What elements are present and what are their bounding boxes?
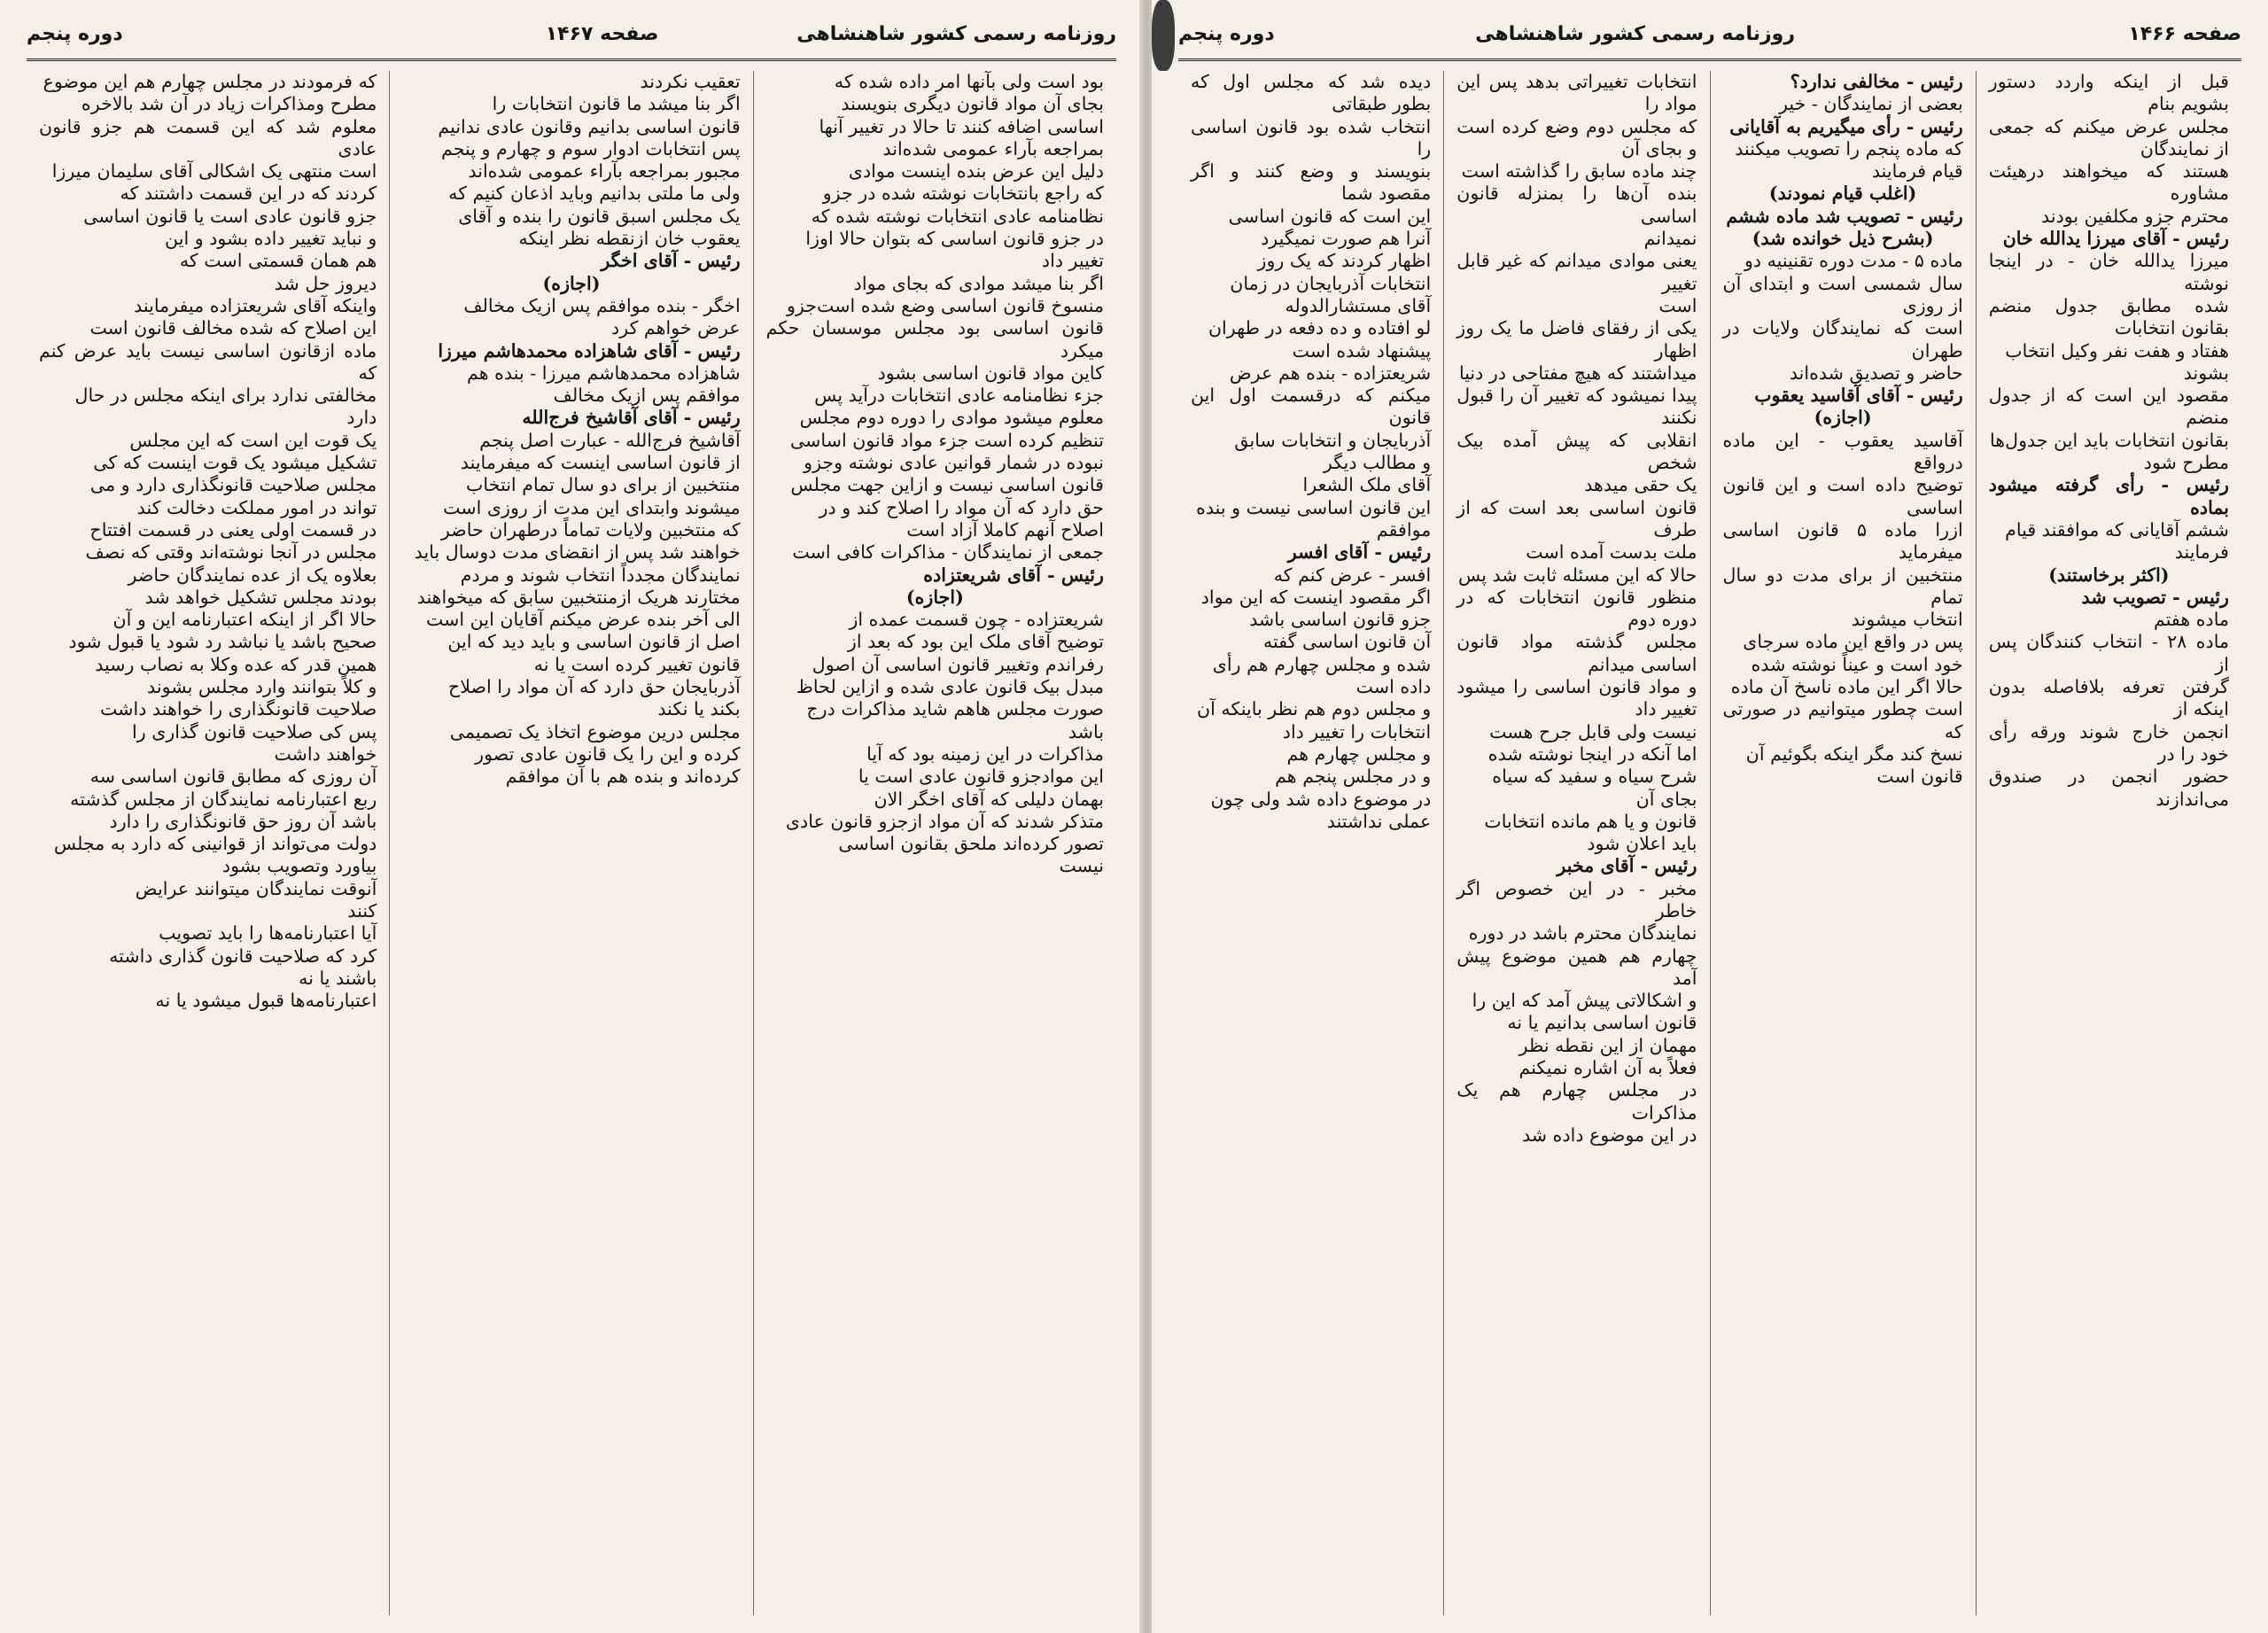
text-line: که فرمودند در مجلس چهارم هم این موضوع	[43, 71, 377, 92]
text-line: پیدا نمیشود که تغییر آن را قبول نکنند	[1456, 385, 1697, 429]
text-line: مهمان از این نقطه نظر	[1518, 1034, 1697, 1056]
text-line: رئیس - آقای شریعتزاده	[923, 564, 1104, 586]
text-line: مجلس عرض میکنم که جمعی از نمایندگان	[1988, 115, 2229, 159]
left-column-3	[27, 71, 389, 1615]
text-line: مجلس درین موضوع اتخاذ یک تصمیمی	[449, 720, 741, 743]
text-line: مجلس در آنجا نوشته‌اند وقتی که نصف	[85, 541, 377, 564]
text-line: منتخبین از برای دو سال تمام انتخاب	[466, 474, 741, 496]
text-line: متذکر شدند که آن مواد ازجزو قانون عادی	[785, 810, 1104, 832]
header-rule	[1178, 58, 2241, 61]
text-line: رئیس - آقای اخگر	[601, 250, 741, 272]
text-line: منتخبین از برای مدت دو سال تمام	[1722, 564, 1963, 608]
text-line: اما آنکه در اینجا نوشته شده	[1487, 743, 1697, 765]
text-line: گرفتن تعرفه بلافاصله بدون اینکه از	[1988, 676, 2229, 720]
text-line: کرد که صلاحیت قانون گذاری داشته	[109, 945, 377, 967]
text-line: کردند که در این قسمت داشتند که	[120, 183, 377, 205]
text-line: (اغلب قیام نمودند)	[1768, 183, 1917, 205]
text-line: صورت مجلس هاهم شاید مذاکرات درج	[806, 698, 1104, 720]
text-line: رئیس - آقای افسر	[1287, 541, 1432, 564]
text-line: شریعتزاده - بنده هم عرض	[1229, 362, 1432, 384]
text-line: بنده آن‌ها را بمنزله قانون اساسی	[1456, 183, 1697, 227]
text-line: تغییر داد	[1041, 250, 1104, 272]
left-page-newspaper-name: روزنامه رسمی کشور شاهنشاهی	[796, 23, 1116, 45]
text-line: جزو قانون عادی است یا قانون اساسی	[83, 205, 377, 227]
text-line: یک حقی میدهد	[1584, 474, 1697, 496]
text-line: حضور انجمن در صندوق می‌اندازند	[1988, 766, 2229, 810]
text-line: ملت بدست آمده است	[1526, 541, 1697, 564]
text-line: رئیس - آقای آقاشیخ فرج‌الله	[522, 407, 741, 429]
text-line: اظهار کردند که یک روز	[1257, 250, 1432, 272]
text-line: کنند	[347, 899, 377, 921]
text-line: تشکیل میشود یک قوت اینست که کی	[93, 452, 377, 474]
left-page-header	[27, 11, 1116, 64]
text-line: که مجلس دوم وضع کرده است و بجای آن	[1456, 115, 1697, 159]
right-column-4	[1178, 71, 1443, 1615]
text-line: آذربایجان حق دارد که آن مواد را اصلاح	[447, 676, 741, 698]
text-line: و مجلس چهارم هم	[1286, 743, 1432, 765]
text-line: (اجازه)	[542, 272, 601, 294]
left-column-1	[753, 71, 1116, 1615]
text-line: ماده ازقانون اساسی نیست باید عرض کنم که	[39, 339, 377, 384]
text-line: شده مطابق جدول منضم بقانون انتخابات	[1988, 294, 2229, 339]
text-line: رئیس - آقای میرزا یدالله خان	[2002, 228, 2229, 250]
text-line: قانون اساسی بود مجلس موسسان حکم میکرد	[765, 317, 1104, 362]
text-line: منظور قانون انتخابات که در دوره دوم	[1456, 586, 1697, 631]
text-line: آقای ملک الشعرا	[1302, 474, 1432, 496]
text-line: و نباید تغییر داده بشود و این	[165, 228, 377, 250]
text-line: کرده‌اند و بنده هم با آن موافقم	[505, 766, 741, 788]
text-line: تنظیم کرده است جزء مواد قانون اساسی	[790, 429, 1104, 451]
text-line: تواند در امور مملکت دخالت کند	[136, 496, 377, 518]
text-line: حالا که این مسئله ثابت شد پس	[1458, 564, 1697, 586]
text-line: آقاشیخ فرج‌الله - عبارت اصل پنجم	[479, 429, 741, 451]
text-line: بمراجعه بآراء عمومی شده‌اند	[882, 137, 1104, 159]
text-line: در جزو قانون اساسی که بتوان حالا اوزا	[805, 228, 1104, 250]
text-line: رئیس - آقای شاهزاده محمدهاشم میرزا	[438, 339, 741, 362]
text-line: نمایندگان محترم باشد در دوره	[1468, 922, 1697, 945]
text-line: مقصود این است که از جدول منضم	[1988, 385, 2229, 429]
text-line: و مجلس دوم هم نظر باینکه آن	[1197, 698, 1432, 720]
text-line: اعتبارنامه‌ها قبول میشود یا نه	[155, 990, 377, 1012]
text-line: رئیس - تصویب شد	[2081, 586, 2229, 608]
text-line: است که نمایندگان ولایات در طهران	[1722, 317, 1963, 362]
text-line: قبل از اینکه واردد دستور بشویم بنام	[1988, 71, 2229, 115]
right-page-newspaper-name: روزنامه رسمی کشور شاهنشاهی	[1475, 23, 1795, 45]
text-line: یک مجلس اسبق قانون را بنده و آقای	[458, 205, 741, 227]
text-line: پس کی صلاحیت قانون گذاری را	[132, 720, 377, 743]
text-line: است چطور میتوانیم در صورتی که	[1722, 698, 1963, 743]
text-line: مجلس گذشته مواد قانون اساسی میدانم	[1456, 631, 1697, 675]
text-line: که راجع بانتخابات نوشته شده در جزو	[822, 183, 1104, 205]
text-line: بقانون انتخابات باید این جدول‌ها	[1990, 429, 2229, 451]
text-line: کرده و این را یک قانون عادی تصور	[475, 743, 741, 765]
text-line: بیاورد وتصویب بشود	[221, 855, 377, 877]
text-line: عملی نداشتند	[1326, 810, 1432, 832]
text-line: تصور کرده‌اند ملحق بقانون اساسی	[838, 833, 1104, 855]
text-line: آنوقت نمایندگان میتوانند عرایض	[135, 877, 377, 899]
text-line: (بشرح ذیل خوانده شد)	[1751, 228, 1934, 250]
text-line: اگر بنا میشد ما قانون انتخابات را	[492, 93, 741, 115]
text-line: موافقم پس ازیک مخالف	[553, 385, 741, 407]
text-line: نظامنامه عادی انتخابات نوشته شده که	[811, 205, 1104, 227]
text-line: رفراندم وتغییر قانون اساسی آن اصول	[812, 653, 1104, 675]
text-line: خواهند شد پس از انقضای مدت دوسال باید	[414, 541, 741, 564]
text-line: دیروز حل شد	[274, 272, 377, 294]
text-line: ماده ۲۸ - انتخاب کنندگان پس از	[1988, 631, 2230, 675]
right-column-2	[1710, 71, 1976, 1615]
right-column-1	[1976, 71, 2241, 1615]
text-line: هفتاد و هفت نفر وکیل انتخاب	[2005, 339, 2229, 362]
text-line: این اصلاح که شده مخالف قانون است	[89, 317, 377, 339]
text-line: (اکثر برخاستند)	[2048, 564, 2170, 586]
ink-blot	[1152, 0, 1175, 71]
text-line: یکی از رفقای فاضل ما یک روز اظهار	[1456, 317, 1697, 362]
right-page-header	[1178, 11, 2241, 64]
text-line: پیشنهاد شده است	[1292, 339, 1432, 362]
text-line: در قسمت اولی یعنی در قسمت افتتاح	[89, 518, 377, 540]
text-line: قانون اساسی بدانیم یا نه	[1507, 1012, 1697, 1034]
text-line: مطرح ومذاکرات زیاد در آن شد بالاخره	[81, 93, 377, 115]
text-line: سال شمسی است و ابتدای آن از روزی	[1722, 272, 1963, 316]
header-rule	[27, 58, 1116, 61]
left-page-columns	[27, 71, 1116, 1615]
text-line: محترم جزو مکلفین بودند	[2041, 205, 2229, 227]
text-line: باید اعلان شود	[1587, 833, 1697, 855]
text-line: انتخابات آذربایجان در زمان	[1230, 272, 1432, 294]
text-line: رئیس - آقای مخبر	[1557, 855, 1697, 877]
text-line: این است که قانون اساسی	[1228, 205, 1432, 227]
text-line: از قانون اساسی اینست که میفرمایند	[460, 452, 741, 474]
text-line: رئیس - آقای آقاسید یعقوب	[1754, 385, 1963, 407]
text-line: که ماده پنجم را تصویب میکنند	[1735, 137, 1963, 159]
text-line: و مواد قانون اساسی را میشود تغییر داد	[1456, 676, 1697, 720]
text-line: میرزا یدالله خان - در اینجا نوشته	[1988, 250, 2229, 294]
text-line: در این موضوع داده شد	[1522, 1124, 1697, 1146]
text-line: بود است ولی بآنها امر داده شده که	[834, 71, 1104, 92]
text-line: و اشکالاتی پیش آمد که این را	[1472, 990, 1697, 1012]
text-line: مختارند هریک ازمنتخبین سابق که میخواهند	[416, 586, 741, 608]
text-line: قانون تغییر کرده است یا نه	[533, 653, 741, 675]
text-line: آقای مستشارالدوله	[1285, 294, 1432, 316]
text-line: است منتهی یک اشکالی آقای سلیمان میرزا	[51, 160, 377, 183]
text-line: آیا اعتبارنامه‌ها را باید تصویب	[159, 922, 377, 945]
left-page-term: دوره پنجم	[27, 23, 123, 45]
text-line: در موضوع داده شد ولی چون	[1210, 788, 1432, 810]
text-line: هستند که میخواهند درهیئت مشاوره	[1988, 160, 2229, 205]
text-line: نمیدانم	[1643, 228, 1697, 250]
text-line: اخگر - بنده موافقم پس ازیک مخالف	[463, 294, 741, 316]
text-line: نیست ولی قابل جرح هست	[1489, 720, 1697, 743]
text-line: همین قدر که عده وکلا به نصاب رسید	[95, 653, 377, 675]
text-line: باشد	[1068, 720, 1104, 743]
text-line: کاین مواد قانون اساسی بشود	[877, 362, 1104, 384]
text-line: ماده ۵ - مدت دوره تقنینیه دو	[1744, 250, 1963, 272]
text-line: شده و مجلس چهارم هم رأی	[1212, 653, 1432, 675]
text-line: واینکه آقای شریعتزاده میفرمایند	[134, 294, 377, 316]
text-line: بنویسند و وضع کنند و اگر مقصود شما	[1191, 160, 1432, 205]
text-line: (اجازه)	[1814, 407, 1872, 429]
text-line: قانون اساسی بدانیم وقانون عادی ندانیم	[438, 115, 741, 137]
text-line: این موادجزو قانون عادی است یا	[858, 766, 1104, 788]
text-line: دیده شد که مجلس اول که بطور طبقاتی	[1191, 71, 1432, 115]
text-line: دارد	[346, 407, 377, 429]
text-line: یعنی موادی میدانم که غیر قابل تغییر	[1456, 250, 1697, 294]
text-line: حق دارد که آن مواد را اصلاح کند و در	[819, 496, 1104, 518]
text-line: انتخابات تغییراتی بدهد پس این مواد را	[1456, 71, 1697, 115]
text-line: ششم آقایانی که موافقند قیام	[2005, 518, 2229, 540]
text-line: آن روزی که مطابق قانون اساسی سه	[89, 766, 377, 788]
text-line: نبوده در شمار قوانین عادی نوشته وجزو	[804, 452, 1104, 474]
text-line: چهارم هم همین موضوع پیش آمد	[1456, 945, 1697, 989]
text-line: و کلاً بتوانند وارد مجلس بشوند	[147, 676, 377, 698]
left-column-2	[389, 71, 752, 1615]
text-line: لو افتاده و ده دفعه در طهران	[1208, 317, 1432, 339]
text-line: جزء نظامنامه عادی انتخابات درآید پس	[814, 385, 1104, 407]
text-line: عرض خواهم کرد	[611, 317, 741, 339]
text-line: بکند یا نکند	[657, 698, 741, 720]
text-line: صلاحیت قانونگذاری را خواهند داشت	[100, 698, 377, 720]
text-line: مخبر - در این خصوص اگر خاطر	[1456, 877, 1697, 921]
text-line: شریعتزاده - چون قسمت عمده از	[849, 609, 1104, 631]
text-line: بودند مجلس تشکیل خواهد شد	[144, 586, 377, 608]
text-line: حاضر و تصدیق شده‌اند	[1789, 362, 1963, 384]
text-line: ازرا ماده ۵ قانون اساسی میفرماید	[1722, 518, 1963, 564]
text-line: الی آخر بنده عرض میکنم آقایان این است	[425, 609, 741, 631]
text-line: اصل از قانون اساسی و باید دید که این	[447, 631, 741, 653]
text-line: یک قوت این است که این مجلس	[129, 429, 377, 451]
text-line: رئیس - رأی میگیریم به آقایانی	[1729, 115, 1963, 137]
text-line: قانون و یا هم مانده انتخابات	[1484, 810, 1697, 832]
text-line: انتخاب میشوند	[1851, 609, 1963, 631]
right-page	[1152, 0, 2268, 1633]
text-line: بعضی از نمایندگان - خیر	[1779, 93, 1963, 115]
text-line: پس انتخابات ادوار سوم و چهارم و پنجم	[441, 137, 741, 159]
text-line: نسخ کند مگر اینکه بگوئیم آن	[1745, 743, 1963, 765]
right-column-3	[1443, 71, 1709, 1615]
text-line: که منتخبین ولایات تماماً درطهران حاضر	[440, 518, 741, 540]
text-line: رئیس - مخالفی ندارد؟	[1790, 71, 1963, 92]
text-line: بجای آن	[1635, 788, 1697, 810]
text-line: بجای آن مواد قانون دیگری بنویسند	[841, 93, 1104, 115]
text-line: ربع اعتبارنامه نمایندگان از مجلس گذشته	[70, 788, 377, 810]
text-line: شاهزاده محمدهاشم میرزا - بنده هم	[467, 362, 741, 384]
text-line: مخالفتی ندارد برای اینکه مجلس در حال	[74, 385, 377, 407]
text-line: آن قانون اساسی گفته	[1263, 631, 1432, 653]
text-line: فرمایند	[2174, 541, 2229, 564]
text-line: اگر مقصود اینست که این مواد	[1200, 586, 1432, 608]
text-line: منسوخ قانون اساسی وضع شده است‌جزو	[786, 294, 1104, 316]
text-line: ماده هفتم	[2153, 609, 2229, 631]
text-line: شرح سیاه و سفید که سیاه	[1492, 766, 1697, 788]
text-line: حالا اگر این ماده ناسخ آن ماده	[1730, 676, 1963, 698]
text-line: دلیل این عرض بنده اینست موادی	[848, 160, 1104, 183]
text-line: داده است	[1355, 676, 1432, 698]
text-line: رئیس - تصویب شد ماده ششم	[1726, 205, 1963, 227]
text-line: نمایندگان مجدداً انتخاب شوند و مردم	[460, 564, 741, 586]
text-line: انتخابات را تغییر داد	[1282, 720, 1432, 743]
text-line: بشوند	[2183, 362, 2229, 384]
text-line: تعقیب نکردند	[640, 71, 741, 92]
text-line: انجمن خارج شوند ورقه رأی خود را در	[1988, 720, 2229, 765]
text-line: نیست	[1059, 855, 1104, 877]
right-page-columns	[1178, 71, 2241, 1615]
text-line: آقاسید یعقوب - این ماده درواقع	[1722, 429, 1963, 474]
text-line: آنرا هم صورت نمیگیرد	[1261, 228, 1432, 250]
text-line: این قانون اساسی نیست و بنده	[1196, 496, 1432, 518]
text-line: هم همان قسمتی است که	[179, 250, 377, 272]
text-line: میداشتند که هیچ مفتاحی در دنیا	[1458, 362, 1697, 384]
left-page-number: صفحه ۱۴۶۷	[545, 23, 659, 45]
text-line: صحیح باشد یا نباشد رد شود یا قبول شود	[68, 631, 377, 653]
text-line: مجلس صلاحیت قانونگذاری دارد و می	[89, 474, 377, 496]
text-line: اگر بنا میشد موادی که بجای مواد	[853, 272, 1104, 294]
text-line: موافقم	[1376, 518, 1432, 540]
text-line: است	[1658, 294, 1697, 316]
text-line: در مجلس چهارم هم یک مذاکرات	[1456, 1079, 1697, 1124]
text-line: قیام فرمایند	[1871, 160, 1963, 183]
text-line: خواهند داشت	[274, 743, 377, 765]
text-line: بعلاوه یک از عده نمایندگان حاضر	[128, 564, 377, 586]
text-line: و در مجلس پنجم هم	[1275, 766, 1432, 788]
text-line: بهمان دلیلی که آقای اخگر الان	[874, 788, 1104, 810]
text-line: یعقوب خان ازنقطه نظر اینکه	[518, 228, 741, 250]
text-line: اصلاح آنهم کاملا آزاد است	[906, 518, 1104, 540]
text-line: آذربایجان و انتخابات سابق	[1234, 429, 1432, 451]
text-line: چند ماده سابق را گذاشته است	[1461, 160, 1697, 183]
text-line: خود است و عیناً نوشته شده	[1751, 653, 1963, 675]
text-line: میکنم که درقسمت اول این قانون	[1191, 385, 1432, 429]
text-line: مذاکرات در این زمینه بود که آیا	[866, 743, 1104, 765]
text-line: میشوند وابتدای این مدت از روزی است	[443, 496, 741, 518]
text-line: باشد آن روز حق قانونگذاری را دارد	[109, 810, 377, 832]
text-line: مجبور بمراجعه بآراء عمومی شده‌اند	[468, 160, 741, 183]
text-line: قانون اساسی بعد است که از طرف	[1456, 496, 1697, 540]
text-line: انقلابی که پیش آمده بیک شخص	[1456, 429, 1697, 474]
text-line: جزو قانون اساسی باشد	[1249, 609, 1432, 631]
text-line: معلوم میشود موادی را دوره دوم مجلس	[799, 407, 1104, 429]
text-line: و مطالب دیگر	[1323, 452, 1432, 474]
text-line: فعلاً به آن اشاره نمیکنم	[1518, 1057, 1697, 1079]
text-line: افسر - عرض کنم که	[1273, 564, 1432, 586]
text-line: توضیح داده است و این قانون اساسی	[1722, 474, 1963, 518]
right-page-number: صفحه ۱۴۶۶	[2128, 23, 2241, 45]
text-line: (اجازه)	[905, 586, 964, 608]
text-line: مبدل بیک قانون عادی شده و ازاین لحاظ	[796, 676, 1104, 698]
text-line: دولت می‌تواند از قوانینی که دارد به مجلس	[53, 833, 377, 855]
text-line: معلوم شد که این قسمت هم جزو قانون عادی	[39, 115, 377, 159]
text-line: حالا اگر از اینکه اعتبارنامه این و آن	[113, 609, 377, 631]
text-line: انتخاب شده بود قانون اساسی را	[1191, 115, 1432, 159]
text-line: قانون است	[1876, 766, 1963, 788]
text-line: پس در واقع این ماده سرجای	[1743, 631, 1963, 653]
text-line: توضیح آقای ملک این بود که بعد از	[847, 631, 1104, 653]
text-line: مطرح شود	[2143, 452, 2229, 474]
right-page-term: دوره پنجم	[1178, 23, 1275, 45]
text-line: رئیس - رأی گرفته میشود بماده	[1988, 474, 2229, 518]
text-line: ولی ما ملتی بدانیم وباید اذعان کنیم که	[448, 183, 741, 205]
text-line: باشند یا نه	[299, 967, 377, 989]
text-line: اساسی اضافه کنند تا حالا در تغییر آنها	[819, 115, 1104, 137]
text-line: قانون اساسی نیست و ازاین جهت مجلس	[790, 474, 1104, 496]
text-line: جمعی از نمایندگان - مذاکرات کافی است	[792, 541, 1104, 564]
